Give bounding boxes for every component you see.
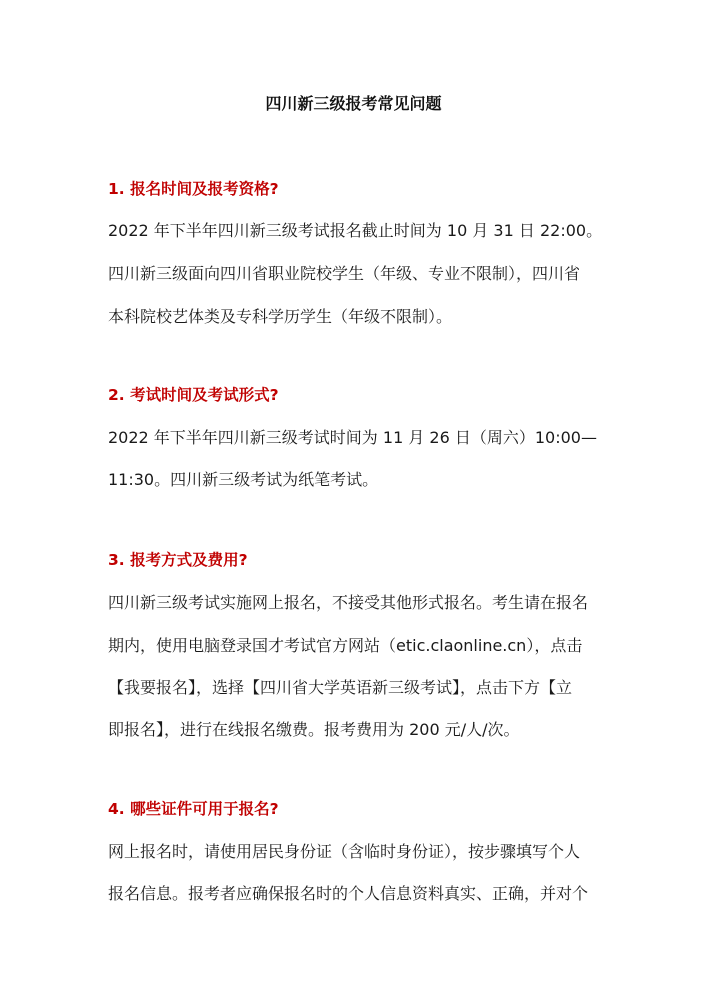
answer-line: 【我要报名】，选择【四川省大学英语新三级考试】，点击下方【立 — [108, 678, 573, 697]
answer-line: 报名信息。报考者应确保报名时的个人信息资料真实、正确，并对个 — [108, 884, 589, 903]
page-title: 四川新三级报考常见问题 — [265, 94, 442, 113]
answer-line: 四川新三级考试实施网上报名，不接受其他形式报名。考生请在报名 — [108, 593, 589, 612]
answer-line: 2022 年下半年四川新三级考试报名截止时间为 10 月 31 日 22:00。 — [108, 221, 603, 240]
answer-line: 四川新三级面向四川省职业院校学生（年级、专业不限制），四川省 — [108, 264, 581, 283]
question-heading: 2. 考试时间及考试形式? — [108, 386, 279, 404]
answer-line: 本科院校艺体类及专科学历学生（年级不限制）。 — [108, 307, 453, 326]
answer-line: 2022 年下半年四川新三级考试时间为 11 月 26 日（周六）10:00— — [108, 428, 597, 447]
answer-line: 期内，使用电脑登录国才考试官方网站（etic.claonline.cn），点击 — [108, 636, 583, 655]
question-heading: 3. 报考方式及费用? — [108, 551, 248, 569]
answer-line: 即报名】，进行在线报名缴费。报考费用为 200 元/人/次。 — [108, 720, 520, 739]
answer-line: 11:30。四川新三级考试为纸笔考试。 — [108, 470, 379, 489]
answer-line: 网上报名时，请使用居民身份证（含临时身份证），按步骤填写个人 — [108, 842, 581, 861]
question-heading: 1. 报名时间及报考资格? — [108, 180, 279, 198]
question-heading: 4. 哪些证件可用于报名? — [108, 800, 279, 818]
